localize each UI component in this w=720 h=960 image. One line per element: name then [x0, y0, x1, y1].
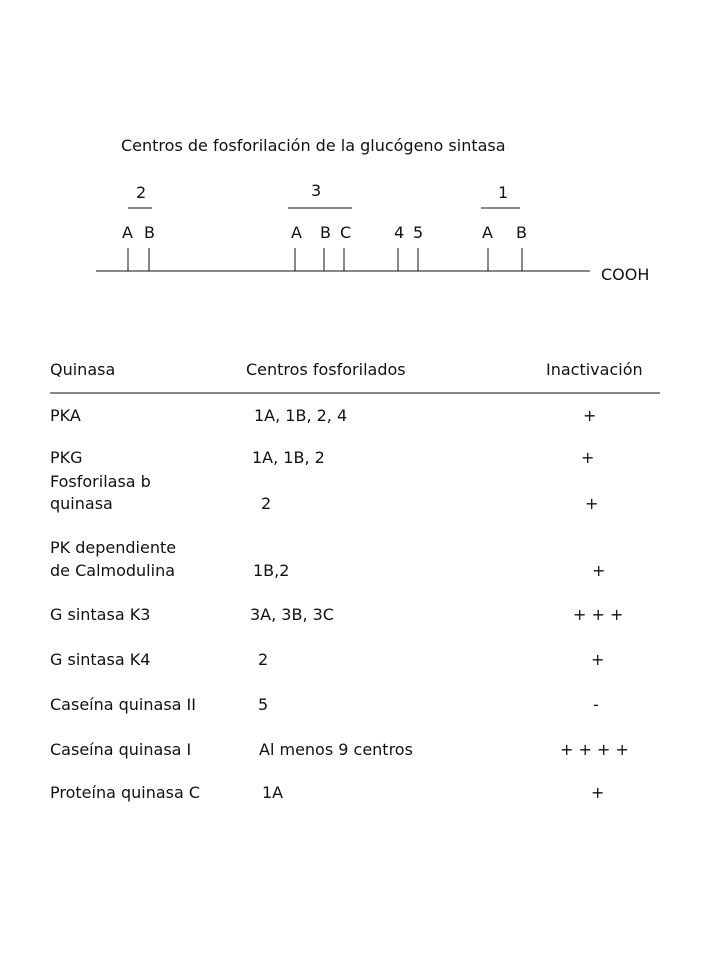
site-label-2a: A — [122, 223, 133, 242]
row-kinase: Proteína quinasa C — [50, 783, 201, 802]
row-kinase: Caseína quinasa I — [50, 740, 192, 759]
site-label-3b: B — [320, 223, 331, 242]
row-kinase: PK dependiente — [50, 538, 177, 557]
row-inactivation: + — [592, 561, 606, 580]
site-label-4: 4 — [394, 223, 405, 242]
header-centros: Centros fosforilados — [246, 360, 406, 379]
row-inactivation: + — [591, 783, 605, 802]
site-label-1a: A — [482, 223, 493, 242]
group-label-1: 1 — [498, 183, 509, 202]
row-sites: Al menos 9 centros — [259, 740, 413, 759]
row-kinase: PKG — [50, 448, 83, 467]
diagram-title: Centros de fosforilación de la glucógeno sintasa — [121, 136, 506, 155]
row-kinase-line2: de Calmodulina — [50, 561, 176, 580]
row-kinase-line2: quinasa — [50, 494, 113, 513]
header-quinasa: Quinasa — [50, 360, 116, 379]
row-inactivation: + — [585, 494, 599, 513]
cooh-label: COOH — [601, 265, 650, 284]
row-inactivation: + + + + — [560, 740, 629, 759]
site-label-5: 5 — [413, 223, 424, 242]
site-label-1b: B — [516, 223, 527, 242]
row-kinase: G sintasa K4 — [50, 650, 151, 669]
row-sites: 2 — [261, 494, 272, 513]
row-sites: 1A, 1B, 2, 4 — [254, 406, 348, 425]
row-inactivation: + — [591, 650, 605, 669]
header-inactivacion: Inactivación — [546, 360, 643, 379]
row-kinase: PKA — [50, 406, 81, 425]
group-label-3: 3 — [311, 181, 322, 200]
site-label-3a: A — [291, 223, 302, 242]
row-inactivation: + + + — [573, 605, 624, 624]
row-inactivation: + — [581, 448, 595, 467]
site-label-3c: C — [340, 223, 352, 242]
row-sites: 1A, 1B, 2 — [252, 448, 325, 467]
row-sites: 1A — [262, 783, 284, 802]
row-kinase: Caseína quinasa II — [50, 695, 196, 714]
row-sites: 3A, 3B, 3C — [250, 605, 334, 624]
row-kinase: Fosforilasa b — [50, 472, 151, 491]
row-inactivation: + — [583, 406, 597, 425]
row-kinase: G sintasa K3 — [50, 605, 151, 624]
row-sites: 1B,2 — [253, 561, 290, 580]
site-label-2b: B — [144, 223, 155, 242]
row-sites: 5 — [258, 695, 269, 714]
row-sites: 2 — [258, 650, 269, 669]
row-inactivation: - — [593, 695, 599, 714]
group-label-2: 2 — [136, 183, 147, 202]
